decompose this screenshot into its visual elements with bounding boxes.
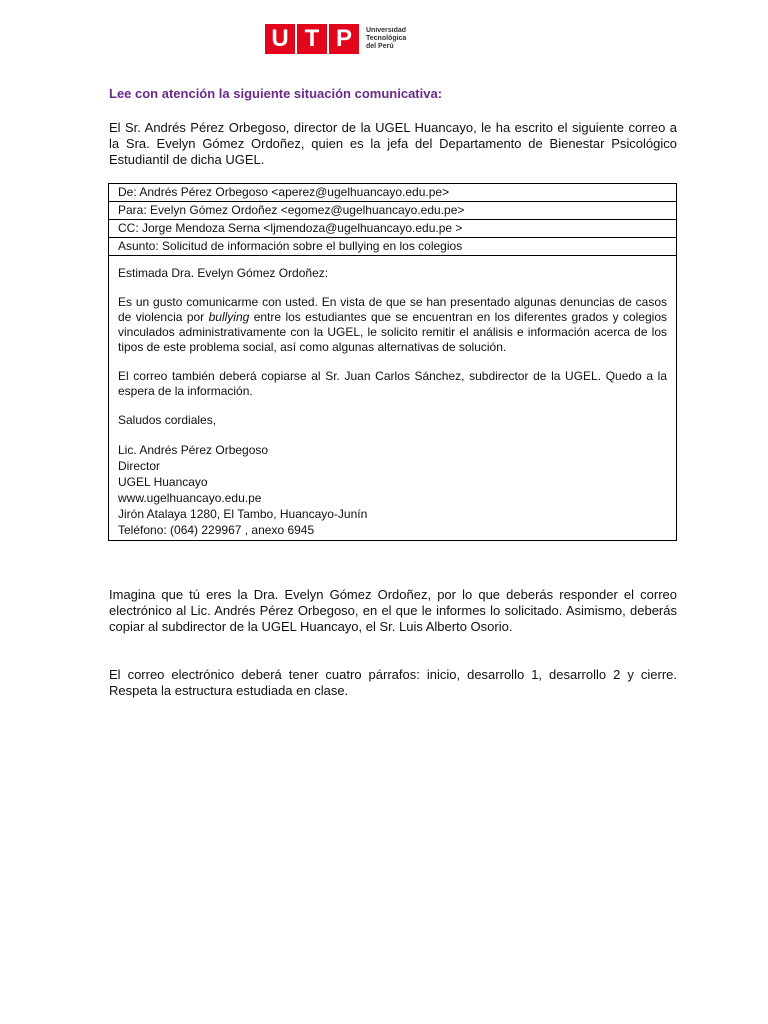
email-signature: [118, 442, 667, 538]
logo-text-line-2: Tecnológica: [366, 35, 407, 42]
signature-line: www.ugelhuancayo.edu.pe: [118, 491, 262, 505]
email-body: [109, 256, 677, 541]
email-box: [108, 183, 677, 541]
body1-italic-term: bullying: [208, 310, 250, 324]
utp-logo: [265, 24, 412, 54]
signature-line: Director: [118, 459, 161, 473]
email-greeting: Estimada Dra. Evelyn Gómez Ordoñez:: [118, 266, 329, 280]
logo-text-line-3: del Perú: [366, 43, 394, 50]
email-to: Para: Evelyn Gómez Ordoñez <egomez@ugelhuancayo.edu.pe>: [109, 202, 677, 220]
logo-letters: [265, 24, 361, 54]
intro-paragraph: El Sr. Andrés Pérez Orbegoso, director de la UGEL Huancayo, le ha escrito el siguiente correo a la Sra. Evelyn Gómez Ordoñez, quien es la jefa del Departamento de Bienestar Psicológico Estudiantil de dicha UGEL.: [109, 120, 677, 167]
logo-university-name: [366, 27, 412, 51]
email-body-paragraph-2: El correo también deberá copiarse al Sr. Juan Carlos Sánchez, subdirector de la UGEL. Quedo a la espera de la información.: [118, 369, 667, 398]
signature-line: Lic. Andrés Pérez Orbegoso: [118, 443, 269, 457]
logo-letter-u: U: [265, 24, 295, 54]
email-closing: Saludos cordiales,: [118, 413, 217, 427]
logo-letter-p: P: [329, 24, 359, 54]
email-cc: CC: Jorge Mendoza Serna <ljmendoza@ugelhuancayo.edu.pe >: [109, 220, 677, 238]
body1-text-before: Es un gusto comunicarme con usted. En vista de que se han presentado algunas denuncias de casos de violencia por: [118, 295, 667, 324]
body1-text-after: entre los estudiantes que se encuentran en los diferentes grados y colegios vinculados administrativamente con la UGEL, le solicito remitir el análisis e información acerca de los tipos de este problema social, así como algunas alternativas de solución.: [118, 310, 667, 354]
logo-letter-t: T: [297, 24, 327, 54]
signature-line: Teléfono: (064) 229967 , anexo 6945: [118, 523, 315, 537]
email-body-paragraph-1: [118, 295, 667, 355]
email-from: De: Andrés Pérez Orbegoso <aperez@ugelhuancayo.edu.pe>: [109, 184, 677, 202]
signature-line: UGEL Huancayo: [118, 475, 208, 489]
instruction-heading: Lee con atención la siguiente situación comunicativa:: [109, 86, 443, 101]
task-paragraph: Imagina que tú eres la Dra. Evelyn Gómez Ordoñez, por lo que deberás responder el correo electrónico al Lic. Andrés Pérez Orbegoso, en el que le informes lo solicitado. Asimismo, deberás copiar al subdirector de la UGEL Huancayo, el Sr. Luis Alberto Osorio.: [109, 587, 677, 634]
signature-line: Jirón Atalaya 1280, El Tambo, Huancayo-Junín: [118, 507, 368, 521]
structure-paragraph: El correo electrónico deberá tener cuatro párrafos: inicio, desarrollo 1, desarrollo 2 y cierre. Respeta la estructura estudiada en clase.: [109, 667, 677, 698]
logo-text-line-1: Universidad: [366, 27, 407, 34]
email-subject: Asunto: Solicitud de información sobre el bullying en los colegios: [109, 238, 677, 256]
